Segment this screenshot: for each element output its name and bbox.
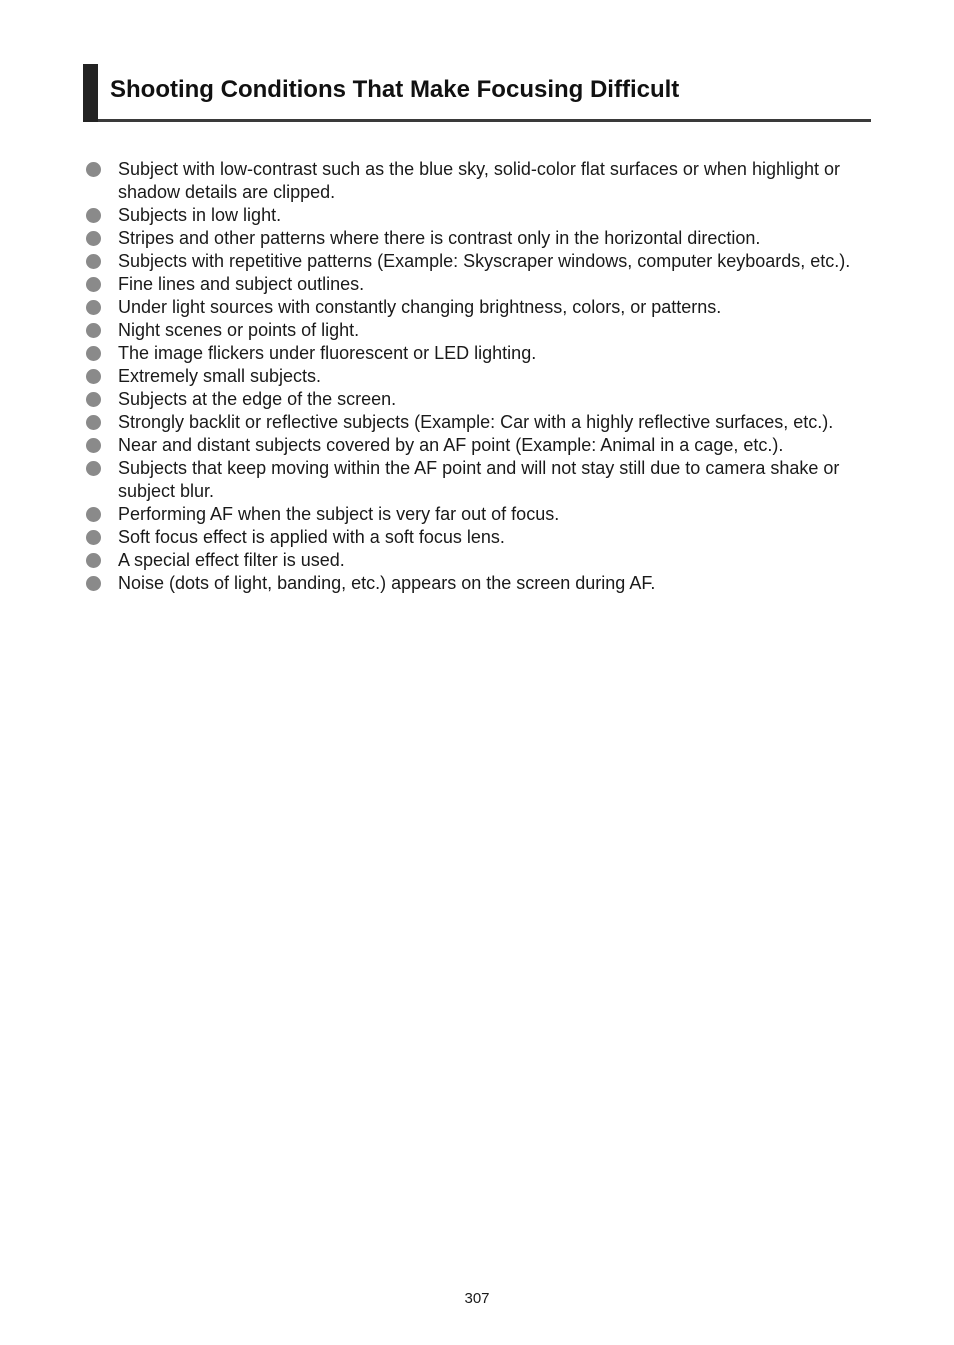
list-item	[86, 365, 876, 388]
bullet-icon	[86, 392, 101, 407]
bullet-icon	[86, 277, 101, 292]
bullet-icon	[86, 438, 101, 453]
bullet-icon	[86, 208, 101, 223]
section-header	[83, 64, 871, 122]
bullet-icon	[86, 576, 101, 591]
list-item	[86, 319, 876, 342]
bullet-icon	[86, 231, 101, 246]
bullet-icon	[86, 507, 101, 522]
list-item-text: Night scenes or points of light.	[118, 320, 360, 340]
list-item-text: Subjects that keep moving within the AF point and will not stay still due to camera shake or subject blur.	[118, 458, 840, 501]
conditions-list	[86, 158, 876, 595]
section-header-bar	[83, 64, 98, 122]
list-item	[86, 457, 876, 503]
list-item-text: Subjects in low light.	[118, 205, 282, 225]
bullet-icon	[86, 254, 101, 269]
bullet-icon	[86, 553, 101, 568]
list-item-text: Stripes and other patterns where there is contrast only in the horizontal direction.	[118, 228, 761, 248]
bullet-icon	[86, 461, 101, 476]
bullet-icon	[86, 369, 101, 384]
list-item	[86, 526, 876, 549]
list-item-text: Performing AF when the subject is very far out of focus.	[118, 504, 560, 524]
list-item	[86, 250, 876, 273]
list-item	[86, 204, 876, 227]
list-item-text: Under light sources with constantly changing brightness, colors, or patterns.	[118, 297, 722, 317]
list-item-text: Subjects with repetitive patterns (Example: Skyscraper windows, computer keyboards, etc.).	[118, 251, 851, 271]
list-item-text: A special effect filter is used.	[118, 550, 345, 570]
list-item	[86, 227, 876, 250]
bullet-icon	[86, 530, 101, 545]
list-item-text: Extremely small subjects.	[118, 366, 322, 386]
list-item-text: Subject with low-contrast such as the blue sky, solid-color flat surfaces or when highlight or shadow details are clipped.	[118, 159, 841, 202]
list-item-text: Noise (dots of light, banding, etc.) appears on the screen during AF.	[118, 573, 656, 593]
list-item	[86, 342, 876, 365]
page-number: 307	[464, 1290, 490, 1307]
list-item	[86, 549, 876, 572]
bullet-icon	[86, 162, 101, 177]
list-item-text: Near and distant subjects covered by an AF point (Example: Animal in a cage, etc.).	[118, 435, 784, 455]
list-item	[86, 434, 876, 457]
list-item	[86, 158, 876, 204]
list-item-text: The image flickers under fluorescent or LED lighting.	[118, 343, 537, 363]
bullet-icon	[86, 323, 101, 338]
bullet-icon	[86, 415, 101, 430]
list-item-text: Strongly backlit or reflective subjects (Example: Car with a highly reflective surfaces, etc.).	[118, 412, 834, 432]
list-item	[86, 572, 876, 595]
section-title: Shooting Conditions That Make Focusing Difficult	[110, 76, 680, 103]
list-item-text: Fine lines and subject outlines.	[118, 274, 365, 294]
list-item	[86, 273, 876, 296]
list-item	[86, 411, 876, 434]
list-item	[86, 388, 876, 411]
bullet-icon	[86, 300, 101, 315]
list-item	[86, 296, 876, 319]
list-item	[86, 503, 876, 526]
list-item-text: Subjects at the edge of the screen.	[118, 389, 397, 409]
bullet-icon	[86, 346, 101, 361]
list-item-text: Soft focus effect is applied with a soft focus lens.	[118, 527, 505, 547]
